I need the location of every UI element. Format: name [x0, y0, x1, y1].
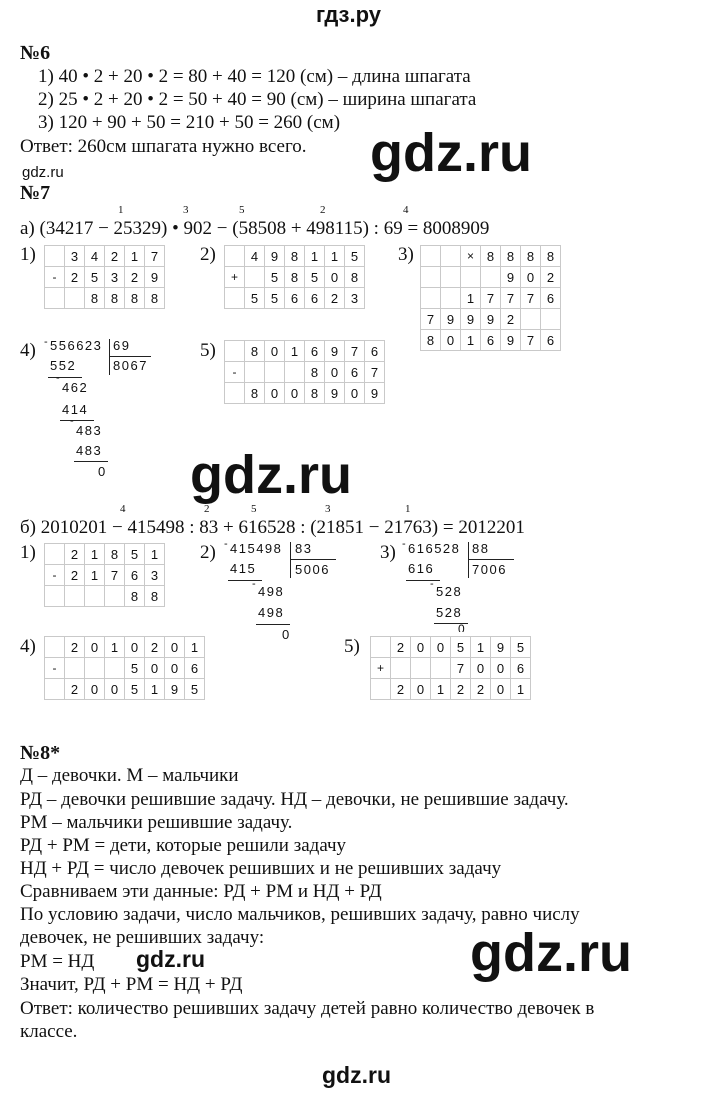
- digit: 1: [471, 637, 491, 658]
- column-subtraction: [224, 340, 385, 404]
- digit: 8: [105, 544, 125, 565]
- step: 616: [408, 561, 435, 576]
- digit: 9: [145, 267, 165, 288]
- minus-sign: -: [44, 336, 50, 348]
- digit: 5: [265, 288, 285, 309]
- minus-sign: -: [252, 578, 258, 590]
- digit: 8: [501, 246, 521, 267]
- label: 2): [200, 244, 216, 265]
- digit: 0: [521, 267, 541, 288]
- step: 415: [230, 561, 257, 576]
- minus-sign: -: [56, 372, 62, 384]
- digit: 1: [285, 341, 305, 362]
- sign: [45, 246, 65, 267]
- ex8-line: девочек, не решивших задачу:: [20, 927, 265, 948]
- ex7-b-expression: б) 2010201 − 415498 : 83 + 616528 : (21851 − 21763) = 2012201: [20, 517, 525, 538]
- minus-sign: -: [430, 578, 436, 590]
- digit: 5: [511, 637, 531, 658]
- digit: 8: [125, 586, 145, 607]
- digit: 8: [285, 267, 305, 288]
- ex6-line-1: 1) 40 • 2 + 20 • 2 = 80 + 40 = 120 (см) – длина шпагата: [38, 66, 471, 87]
- digit: 2: [145, 637, 165, 658]
- digit: 0: [411, 637, 431, 658]
- digit: 1: [325, 246, 345, 267]
- order-mark: 4: [120, 503, 126, 515]
- digit: 5: [305, 267, 325, 288]
- digit: 7: [345, 341, 365, 362]
- dividend: 415498: [230, 541, 283, 556]
- digit: 1: [85, 565, 105, 586]
- order-mark: 5: [239, 204, 245, 216]
- digit: 3: [65, 246, 85, 267]
- column-addition: [224, 245, 365, 309]
- digit: 5: [125, 544, 145, 565]
- digit: 6: [305, 288, 325, 309]
- digit: 5: [85, 267, 105, 288]
- divisor: 83: [295, 541, 313, 556]
- digit: 1: [431, 679, 451, 700]
- ex8-title: №8*: [20, 742, 61, 764]
- digit: 1: [125, 246, 145, 267]
- digit: 2: [391, 637, 411, 658]
- minus-sign: -: [45, 565, 65, 586]
- digit: 6: [365, 341, 385, 362]
- digit: 6: [285, 288, 305, 309]
- digit: 6: [511, 658, 531, 679]
- digit: 0: [491, 658, 511, 679]
- column-subtraction: [44, 245, 165, 309]
- digit: 0: [85, 679, 105, 700]
- digit: 2: [65, 565, 85, 586]
- label: 5): [344, 636, 360, 657]
- order-mark: 3: [325, 503, 331, 515]
- minus-sign: -: [45, 267, 65, 288]
- digit: 7: [521, 288, 541, 309]
- digit: 8: [481, 246, 501, 267]
- digit: 7: [521, 330, 541, 351]
- digit: 0: [165, 658, 185, 679]
- quotient: 8067: [113, 358, 148, 373]
- digit: 1: [461, 288, 481, 309]
- digit: 8: [421, 330, 441, 351]
- digit: 2: [501, 309, 521, 330]
- digit: 5: [185, 679, 205, 700]
- digit: 8: [105, 288, 125, 309]
- watermark: gdz.ru: [370, 123, 532, 183]
- digit: 6: [305, 341, 325, 362]
- digit: 5: [125, 679, 145, 700]
- label: 1): [20, 542, 36, 563]
- digit: 7: [451, 658, 471, 679]
- ex8-line: классе.: [20, 1021, 78, 1042]
- digit: 5: [451, 637, 471, 658]
- watermark: gdz.ru: [190, 445, 352, 505]
- column-addition: [370, 636, 531, 700]
- divisor: 88: [472, 541, 490, 556]
- ex8-line: РД + РМ = дети, которые решили задачу: [20, 835, 347, 856]
- digit: 0: [411, 679, 431, 700]
- digit: 2: [65, 679, 85, 700]
- digit: 9: [165, 679, 185, 700]
- label: 3): [380, 542, 396, 563]
- digit: 2: [65, 544, 85, 565]
- digit: 3: [345, 288, 365, 309]
- watermark: gdz.ru: [136, 946, 205, 972]
- column-subtraction: [44, 636, 205, 700]
- digit: 9: [461, 309, 481, 330]
- digit: 4: [85, 246, 105, 267]
- watermark: gdz.ru: [470, 923, 632, 983]
- digit: 6: [125, 565, 145, 586]
- digit: 0: [285, 383, 305, 404]
- digit: 8: [145, 288, 165, 309]
- column-multiplication: [420, 245, 561, 351]
- digit: 0: [345, 383, 365, 404]
- ex7-a-expression: а) (34217 − 25329) • 902 − (58508 + 498115) : 69 = 8008909: [20, 218, 490, 239]
- times-sign: ×: [461, 246, 481, 267]
- ex8-line: Д – девочки. М – мальчики: [20, 765, 239, 786]
- minus-sign: -: [225, 362, 245, 383]
- label: 2): [200, 542, 216, 563]
- ex8-line: Сравниваем эти данные: РД + РМ и НД + РД: [20, 881, 382, 902]
- digit: 7: [105, 565, 125, 586]
- order-mark: 5: [251, 503, 257, 515]
- dividend: 556623: [50, 338, 103, 353]
- digit: 5: [125, 658, 145, 679]
- digit: 0: [165, 637, 185, 658]
- step: 528: [436, 584, 463, 599]
- digit: 1: [145, 544, 165, 565]
- ex6-line-2: 2) 25 • 2 + 20 • 2 = 50 + 40 = 90 (см) – ширина шпагата: [38, 89, 477, 110]
- digit: 5: [265, 267, 285, 288]
- digit: 0: [431, 637, 451, 658]
- digit: 7: [145, 246, 165, 267]
- digit: 4: [245, 246, 265, 267]
- digit: 3: [105, 267, 125, 288]
- order-mark: 4: [403, 204, 409, 216]
- digit: 7: [481, 288, 501, 309]
- order-mark: 1: [405, 503, 411, 515]
- digit: 6: [185, 658, 205, 679]
- step: 483: [76, 423, 103, 438]
- digit: 8: [245, 341, 265, 362]
- digit: 8: [245, 383, 265, 404]
- step: 414: [62, 402, 89, 417]
- ex6-line-3: 3) 120 + 90 + 50 = 210 + 50 = 260 (см): [38, 112, 341, 133]
- minus-sign: -: [70, 415, 76, 427]
- step: 0: [458, 622, 467, 632]
- digit: 0: [265, 383, 285, 404]
- label: 5): [200, 340, 216, 361]
- ex8-line: Значит, РД + РМ = НД + РД: [20, 974, 243, 995]
- digit: 6: [541, 330, 561, 351]
- digit: 2: [125, 267, 145, 288]
- digit: 0: [105, 679, 125, 700]
- digit: 9: [501, 330, 521, 351]
- digit: 2: [471, 679, 491, 700]
- digit: 2: [451, 679, 471, 700]
- digit: 7: [365, 362, 385, 383]
- ex8-line: Ответ: количество решивших задачу детей равно количество девочек в: [20, 998, 595, 1019]
- digit: 1: [305, 246, 325, 267]
- digit: 9: [365, 383, 385, 404]
- digit: 9: [441, 309, 461, 330]
- digit: 6: [481, 330, 501, 351]
- order-mark: 2: [204, 503, 210, 515]
- digit: 0: [125, 637, 145, 658]
- digit: 9: [501, 267, 521, 288]
- step: 498: [258, 605, 285, 620]
- digit: 0: [85, 637, 105, 658]
- step: 483: [76, 443, 103, 458]
- digit: 1: [511, 679, 531, 700]
- digit: 6: [345, 362, 365, 383]
- digit: 2: [325, 288, 345, 309]
- digit: 8: [125, 288, 145, 309]
- digit: 5: [345, 246, 365, 267]
- digit: 0: [265, 341, 285, 362]
- digit: 1: [185, 637, 205, 658]
- column-subtraction: [44, 543, 165, 607]
- step: 462: [62, 380, 89, 395]
- digit: 9: [325, 383, 345, 404]
- digit: 9: [491, 637, 511, 658]
- digit: 8: [305, 383, 325, 404]
- ex8-line: По условию задачи, число мальчиков, решивших задачу, равно числу: [20, 904, 580, 925]
- watermark-small: gdz.ru: [22, 164, 64, 181]
- digit: 0: [325, 362, 345, 383]
- digit: 0: [145, 658, 165, 679]
- watermark: gdz.ru: [322, 1062, 391, 1088]
- minus-sign: -: [45, 658, 65, 679]
- ex8-line: РД – девочки решившие задачу. НД – девочки, не решившие задачу.: [20, 789, 569, 810]
- digit: 0: [441, 330, 461, 351]
- digit: 0: [491, 679, 511, 700]
- label: 4): [20, 636, 36, 657]
- dividend: 616528: [408, 541, 461, 556]
- digit: 1: [461, 330, 481, 351]
- digit: 2: [65, 637, 85, 658]
- digit: 7: [421, 309, 441, 330]
- digit: 9: [325, 341, 345, 362]
- digit: 2: [541, 267, 561, 288]
- digit: 2: [391, 679, 411, 700]
- quotient: 5006: [295, 562, 330, 577]
- digit: 8: [345, 267, 365, 288]
- digit: 8: [541, 246, 561, 267]
- digit: 8: [145, 586, 165, 607]
- step: 0: [98, 464, 107, 479]
- digit: 8: [305, 362, 325, 383]
- step: 0: [282, 627, 291, 642]
- quotient: 7006: [472, 562, 507, 577]
- plus-sign: +: [225, 267, 245, 288]
- digit: 0: [471, 658, 491, 679]
- digit: 2: [105, 246, 125, 267]
- ex8-line: НД + РД = число девочек решивших и не решивших задачу: [20, 858, 502, 879]
- label: 1): [20, 244, 36, 265]
- order-mark: 1: [118, 204, 124, 216]
- step: 552: [50, 358, 77, 373]
- ex8-line: РМ – мальчики решившие задачу.: [20, 812, 293, 833]
- digit: 8: [285, 246, 305, 267]
- order-mark: 2: [320, 204, 326, 216]
- label: 3): [398, 244, 414, 265]
- digit: 0: [325, 267, 345, 288]
- digit: 5: [245, 288, 265, 309]
- ex6-answer: Ответ: 260см шпагата нужно всего.: [20, 136, 307, 157]
- digit: 1: [105, 637, 125, 658]
- divisor: 69: [113, 338, 131, 353]
- step: 528: [436, 605, 463, 620]
- digit: 6: [541, 288, 561, 309]
- ex8-line: РМ = НД: [20, 951, 95, 972]
- label: 4): [20, 340, 36, 361]
- digit: 7: [501, 288, 521, 309]
- minus-sign: -: [224, 538, 230, 550]
- digit: 8: [85, 288, 105, 309]
- order-mark: 3: [183, 204, 189, 216]
- plus-sign: +: [371, 658, 391, 679]
- digit: 1: [145, 679, 165, 700]
- ex6-title: №6: [20, 42, 51, 64]
- minus-sign: -: [402, 538, 408, 550]
- ex7-title: №7: [20, 182, 51, 204]
- digit: 8: [521, 246, 541, 267]
- digit: 1: [85, 544, 105, 565]
- digit: 3: [145, 565, 165, 586]
- digit: 9: [265, 246, 285, 267]
- site-header: гдз.ру: [316, 2, 381, 27]
- digit: 2: [65, 267, 85, 288]
- digit: 9: [481, 309, 501, 330]
- step: 498: [258, 584, 285, 599]
